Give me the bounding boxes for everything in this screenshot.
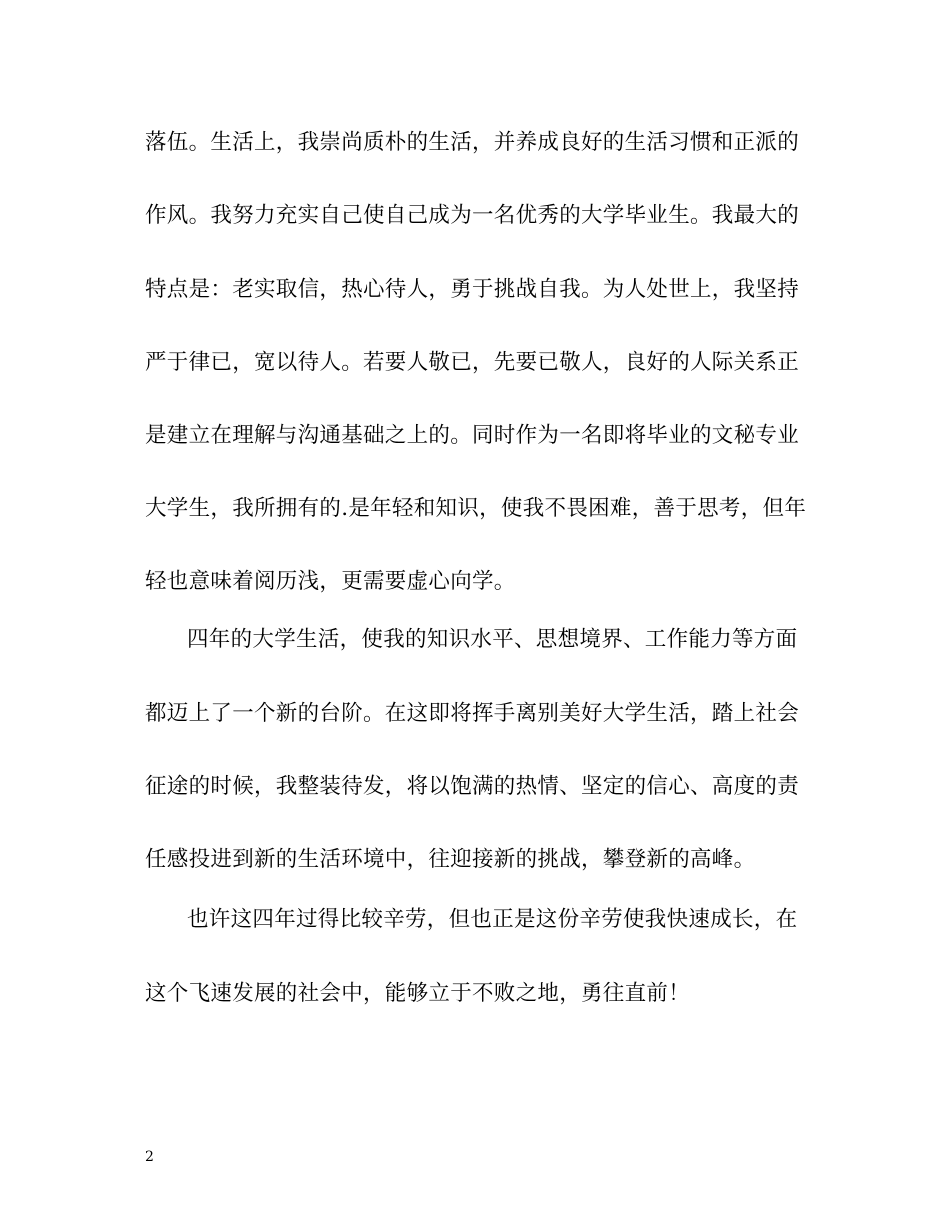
paragraph-line: 任感投进到新的生活环境中，往迎接新的挑战，攀登新的高峰。 xyxy=(145,847,756,872)
paragraph-line: 落伍。生活上，我崇尚质朴的生活，并养成良好的生活习惯和正派的 xyxy=(145,130,800,155)
paragraph-line: 四年的大学生活，使我的知识水平、思想境界、工作能力等方面 xyxy=(187,627,798,652)
paragraph-line: 这个飞速发展的社会中，能够立于不败之地，勇往直前！ xyxy=(145,981,691,1006)
paragraph-line: 征途的时候，我整装待发，将以饱满的热情、坚定的信心、高度的责 xyxy=(145,774,800,799)
paragraph-line: 作风。我努力充实自己使自己成为一名优秀的大学毕业生。我最大的 xyxy=(145,203,800,228)
paragraph-line: 也许这四年过得比较辛劳，但也正是这份辛劳使我快速成长，在 xyxy=(187,907,798,932)
page-number: 2 xyxy=(145,1149,154,1165)
paragraph-line: 严于律已，宽以待人。若要人敬已，先要已敬人，良好的人际关系正 xyxy=(145,350,800,375)
paragraph-line: 大学生，我所拥有的.是年轻和知识，使我不畏困难，善于思考，但年 xyxy=(145,496,807,521)
paragraph-line: 都迈上了一个新的台阶。在这即将挥手离别美好大学生活，踏上社会 xyxy=(145,701,800,726)
paragraph-line: 特点是：老实取信，热心待人，勇于挑战自我。为人处世上，我坚持 xyxy=(145,277,800,302)
paragraph-line: 轻也意味着阅历浅，更需要虚心向学。 xyxy=(145,569,516,594)
paragraph-line: 是建立在理解与沟通基础之上的。同时作为一名即将毕业的文秘专业 xyxy=(145,423,800,448)
